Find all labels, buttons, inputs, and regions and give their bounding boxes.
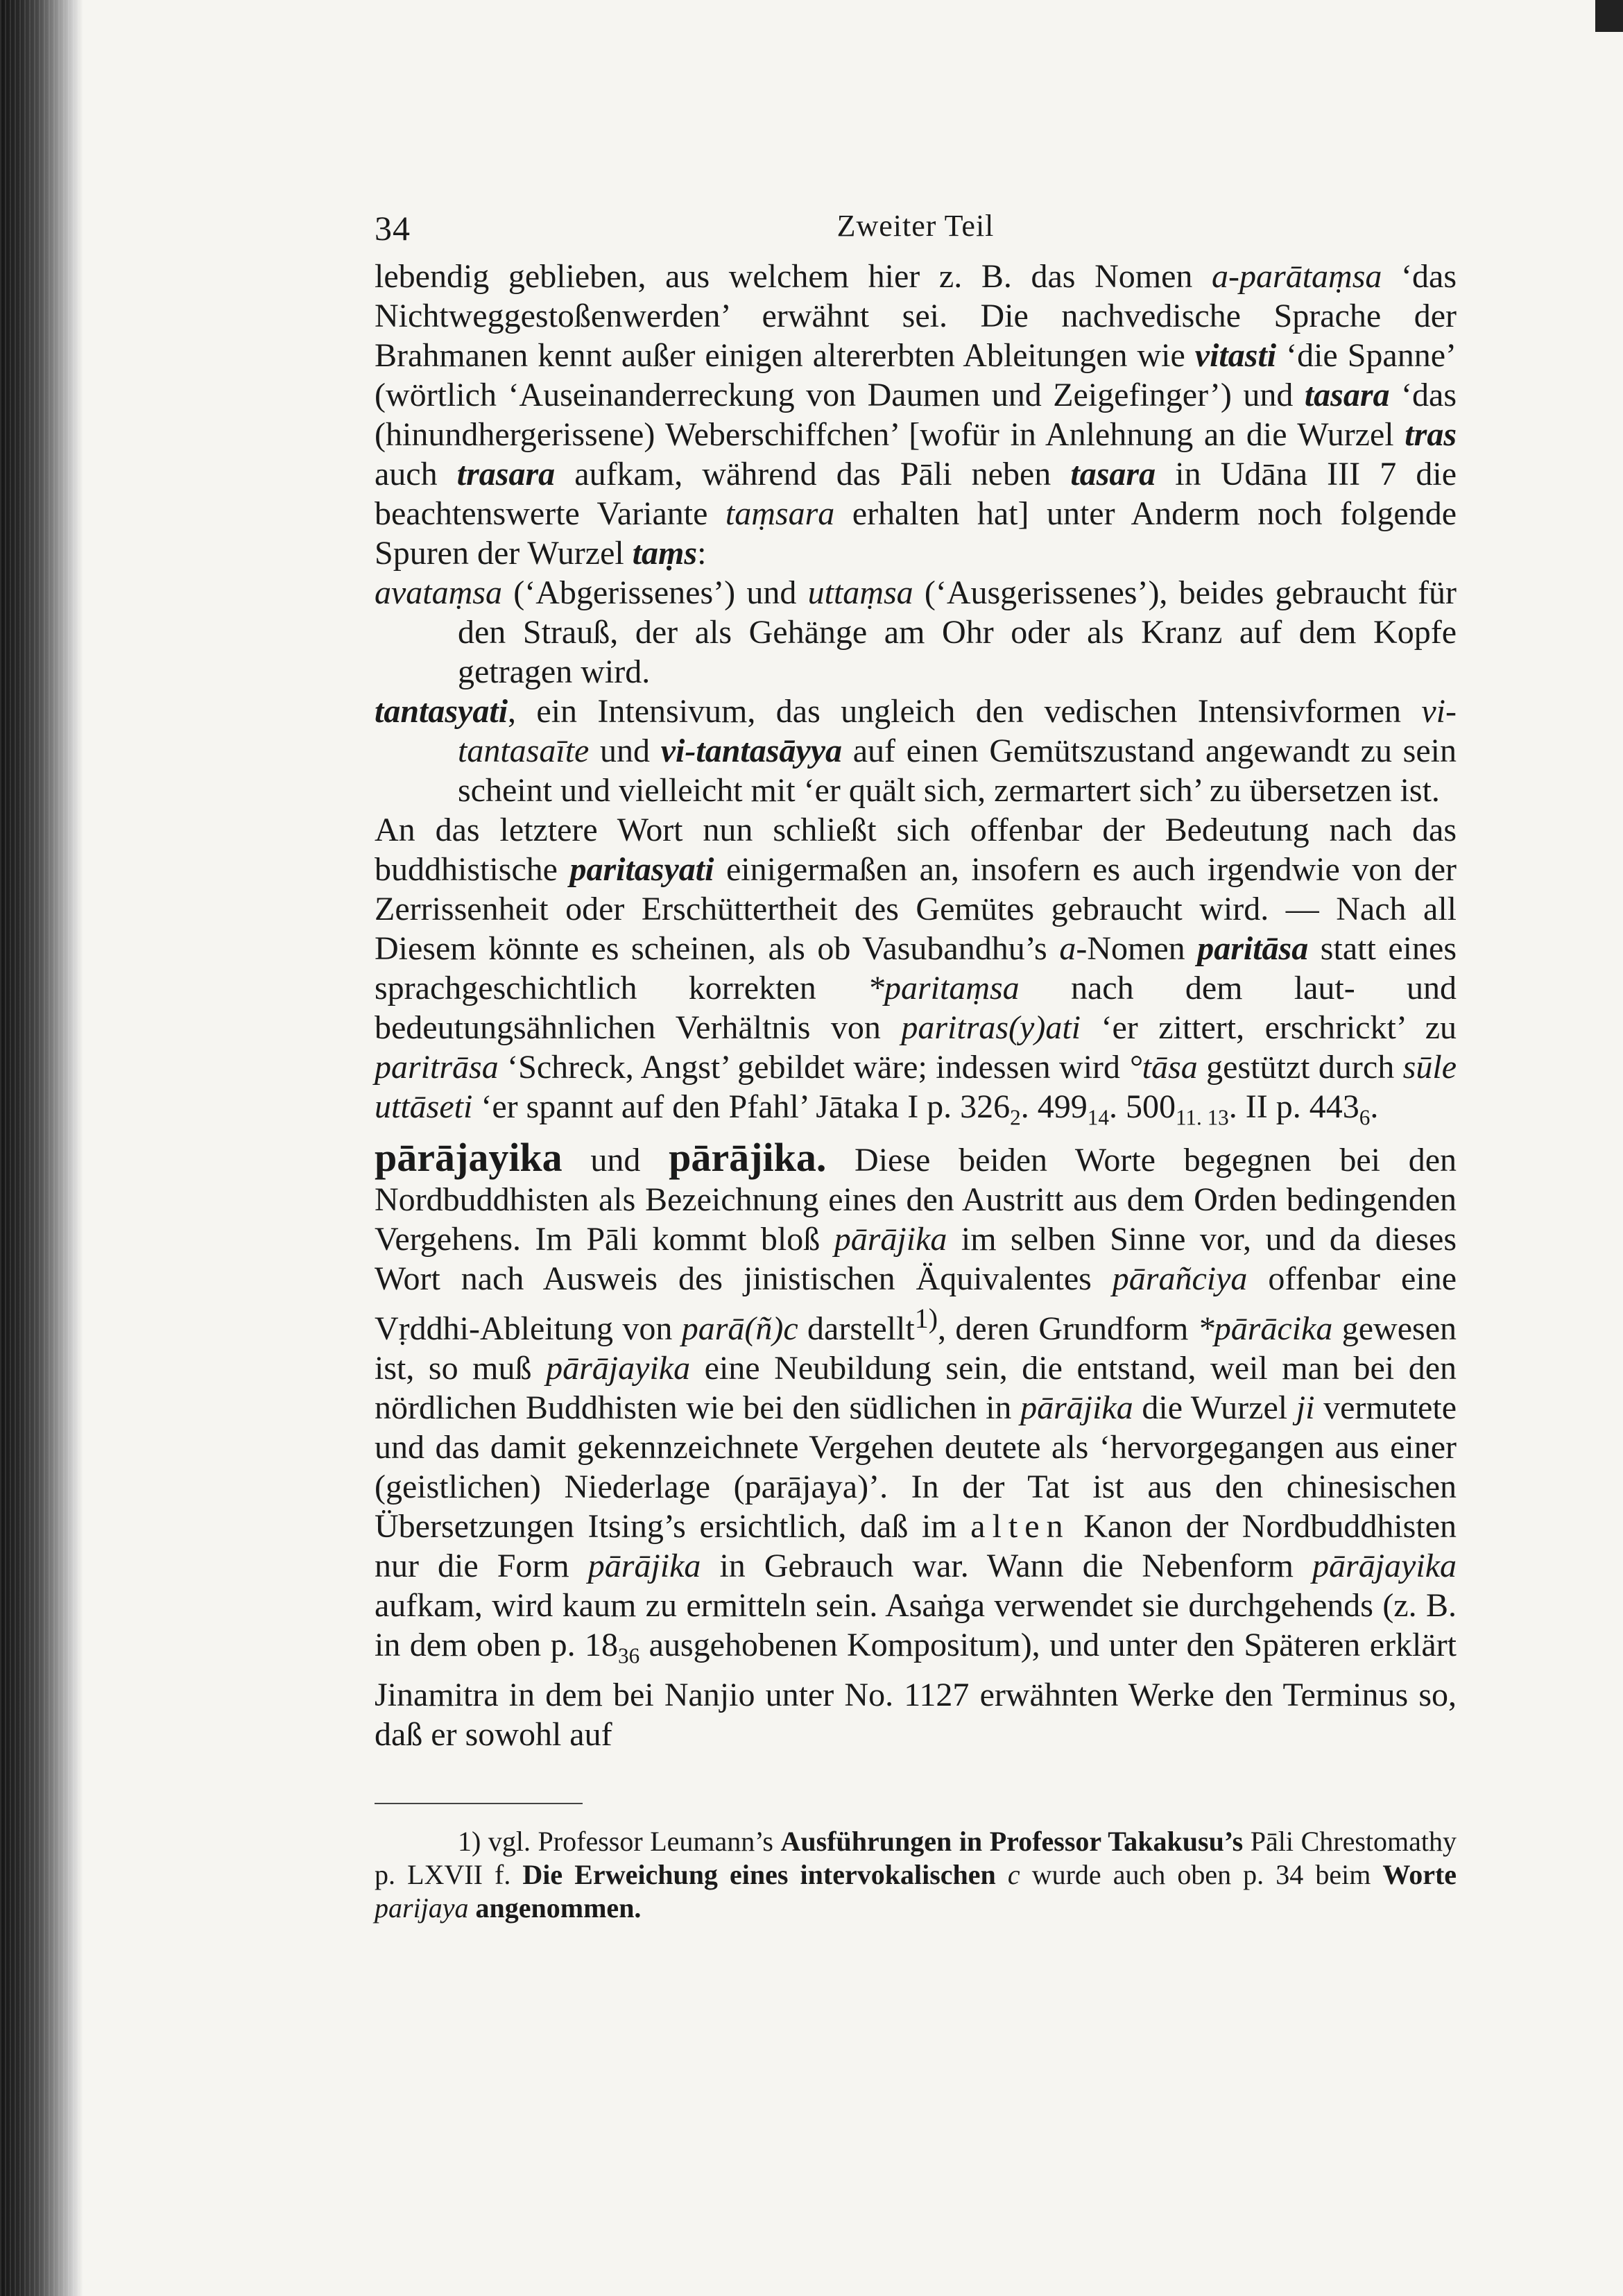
paragraph-parajayika: pārājayika und pārājika. Diese beiden Worte begegnen bei den Nordbuddhisten als Bezeichnung eines den Austritt aus dem Orden bedingenden Vergehens. Im Pāli kommt bloß pārājika im selben Sinne vor, und da dieses Wort nach Ausweis des jinistischen Äquivalentes pārañciya offenbar eine Vṛddhi-Ableitung von parā(ñ)c darstellt$^{1)}$, deren Grundform *pārācika gewesen ist, so muß pārājayika eine Neubildung sein, die entstand, weil man bei den nördlichen Buddhisten wie bei den südlichen in pārājika die Wurzel ji vermutete und das damit gekennzeichnete Vergehen deutete als ‘hervorgegangen aus einer (geistlichen) Niederlage (parājaya)’. In der Tat ist aus den chinesischen Übersetzungen Itsing’s ersichtlich, daß im alten Kanon der Nordbuddhisten nur die Form pārājika in Gebrauch war. Wann die Nebenform pārājayika aufkam, wird kaum zu ermitteln sein. Asaṅga verwendet sie durchgehends (z. B. in dem oben p. $18_{36}$ ausgehobenen Kompositum), und unter den Späteren erklärt Jinamitra in dem bei Nanjio unter No. 1127 erwähnten Werke den Terminus so, daß er sowohl auf bbox=[375, 1134, 1457, 1754]
body-text bbox=[375, 257, 1457, 1754]
page-header bbox=[375, 201, 1457, 257]
headword-parajayika: pārājayika bbox=[375, 1134, 563, 1180]
book-page bbox=[375, 201, 1457, 1925]
paragraph-intro: lebendig geblieben, aus welchem hier z. B. das Nomen a-parātaṃsa ‘das Nichtweggestoßenwerden’ erwähnt sei. Die nachvedische Sprache der Brahmanen kennt außer einigen altererbten Ableitungen wie vitasti ‘die Spanne’ (wörtlich ‘Auseinanderreckung von Daumen und Zeigefinger’) und tasara ‘das (hinundhergerissene) Weberschiffchen’ [wofür in Anlehnung an die Wurzel tras auch trasara aufkam, während das Pāli neben tasara in Udāna III 7 die beachtenswerte Variante taṃsara erhalten hat] unter Anderm noch folgende Spuren der Wurzel taṃs: bbox=[375, 258, 1457, 572]
binding-texture bbox=[0, 0, 83, 2296]
page-number: 34 bbox=[375, 209, 411, 248]
entry-tantasyati: tantasyati, ein Intensivum, das ungleich den vedischen Intensivformen vi-tantasaīte und vi-tantasāyya auf einen Gemütszustand angewandt zu sein scheint und vielleicht mit ‘er quält sich, zermartert sich’ zu übersetzen ist. bbox=[375, 693, 1457, 809]
scan-corner-mark bbox=[1595, 0, 1623, 32]
footnote-1: 1) vgl. Professor Leumann’s Ausführungen in Professor Takakusu’s Pāli Chrestomathy p. LXVII f. Die Erweichung eines intervokalischen c wurde auch oben p. 34 beim Worte parijaya angenommen. bbox=[375, 1826, 1457, 1924]
running-head: Zweiter Teil bbox=[836, 209, 995, 243]
footnote-divider bbox=[375, 1803, 583, 1804]
footnote-reference: 1) bbox=[914, 1302, 938, 1334]
paragraph-paritasyati: An das letztere Wort nun schließt sich offenbar der Bedeutung nach das buddhistische paritasyati einigermaßen an, insofern es auch irgendwie von der Zerrissenheit oder Erschüttertheit des Gemütes gebraucht wird. — Nach all Diesem könnte es scheinen, als ob Vasubandhu’s a-Nomen paritāsa statt eines sprachgeschichtlich korrekten *paritaṃsa nach dem laut- und bedeutungsähnlichen Verhältnis von paritras(y)ati ‘er zittert, erschrickt’ zu paritrāsa ‘Schreck, Angst’ gebildet wäre; indessen wird °tāsa gestützt durch sūle uttāseti ‘er spannt auf den Pfahl’ Jātaka I p. $326_2$. $499_{14}$. $500_{11. 13}$. II p. $443_6$. bbox=[375, 812, 1457, 1130]
headword-parajika: pārājika. bbox=[669, 1134, 827, 1180]
entry-avatamsa: avataṃsa (‘Abgerissenes’) und uttaṃsa (‘Ausgerissenes’), beides gebraucht für den Strauß, der als Gehänge am Ohr oder als Kranz auf dem Kopfe getragen wird. bbox=[375, 574, 1457, 690]
